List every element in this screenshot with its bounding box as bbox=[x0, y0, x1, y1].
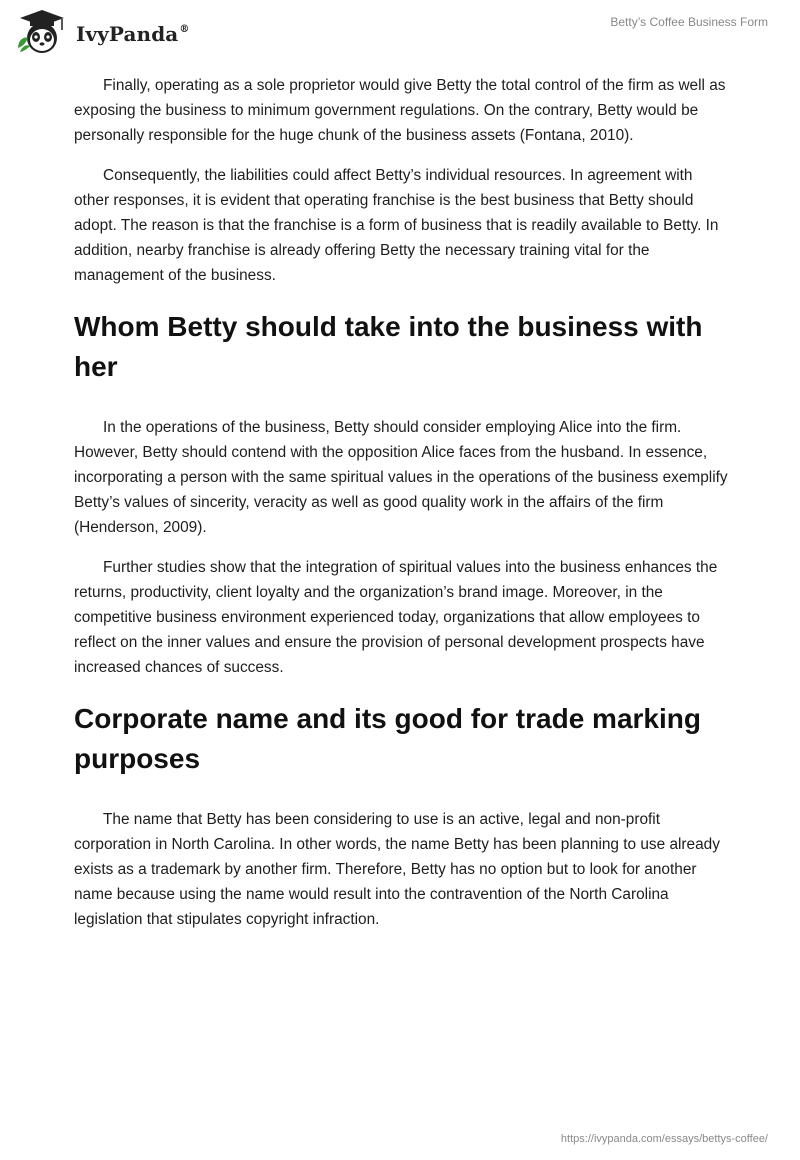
page-header bbox=[0, 0, 800, 64]
logo-text: IvyPanda bbox=[76, 22, 179, 46]
paragraph: Consequently, the liabilities could affect Betty’s individual resources. In agreement with other responses, it is evident that operating franchise is the best business that Betty should adopt. The reason is that the franchise is a form of business that is readily available to Betty. In addition, nearby franchise is already offering Betty the necessary training vital for the management of the business. bbox=[74, 167, 719, 284]
paragraph: Further studies show that the integration of spiritual values into the business enhances the returns, productivity, client loyalty and the organization’s brand image. Moreover, in the competitive business environment experienced today, organizations that allow employees to reflect on the inner values and ensure the provision of personal development prospects have increased chances of success. bbox=[74, 559, 718, 676]
paragraph: Finally, operating as a sole proprietor would give Betty the total control of the firm as well as exposing the business to minimum government regulations. On the contrary, Betty would be personally responsible for the huge chunk of the business assets (Fontana, 2010). bbox=[74, 77, 726, 144]
source-url[interactable]: https://ivypanda.com/essays/bettys-coffee/ bbox=[560, 1133, 768, 1145]
panda-graduate-icon bbox=[14, 8, 70, 56]
ivypanda-logo[interactable] bbox=[14, 8, 189, 56]
section-heading: Corporate name and its good for trade marking purposes bbox=[74, 703, 701, 774]
paragraph: The name that Betty has been considering to use is an active, legal and non-profit corporation in North Carolina. In other words, the name Betty has been planning to use already exists as a trademark by another firm. Therefore, Betty has no option but to look for another name because using the name would result into the contravention of the North Carolina legislation that stipulates copyright infraction. bbox=[74, 811, 720, 928]
document-title: Betty’s Coffee Business Form bbox=[610, 15, 768, 29]
paragraph: In the operations of the business, Betty should consider employing Alice into the firm. However, Betty should contend with the opposition Alice faces from the husband. In essence, incorporating a person with the same spiritual values in the operations of the business exemplify Betty’s values of sincerity, veracity as well as good quality work in the affairs of the firm (Henderson, 2009). bbox=[74, 419, 728, 536]
section-heading: Whom Betty should take into the business with her bbox=[74, 311, 703, 382]
essay-body bbox=[74, 73, 728, 947]
registered-mark: ® bbox=[179, 24, 190, 35]
